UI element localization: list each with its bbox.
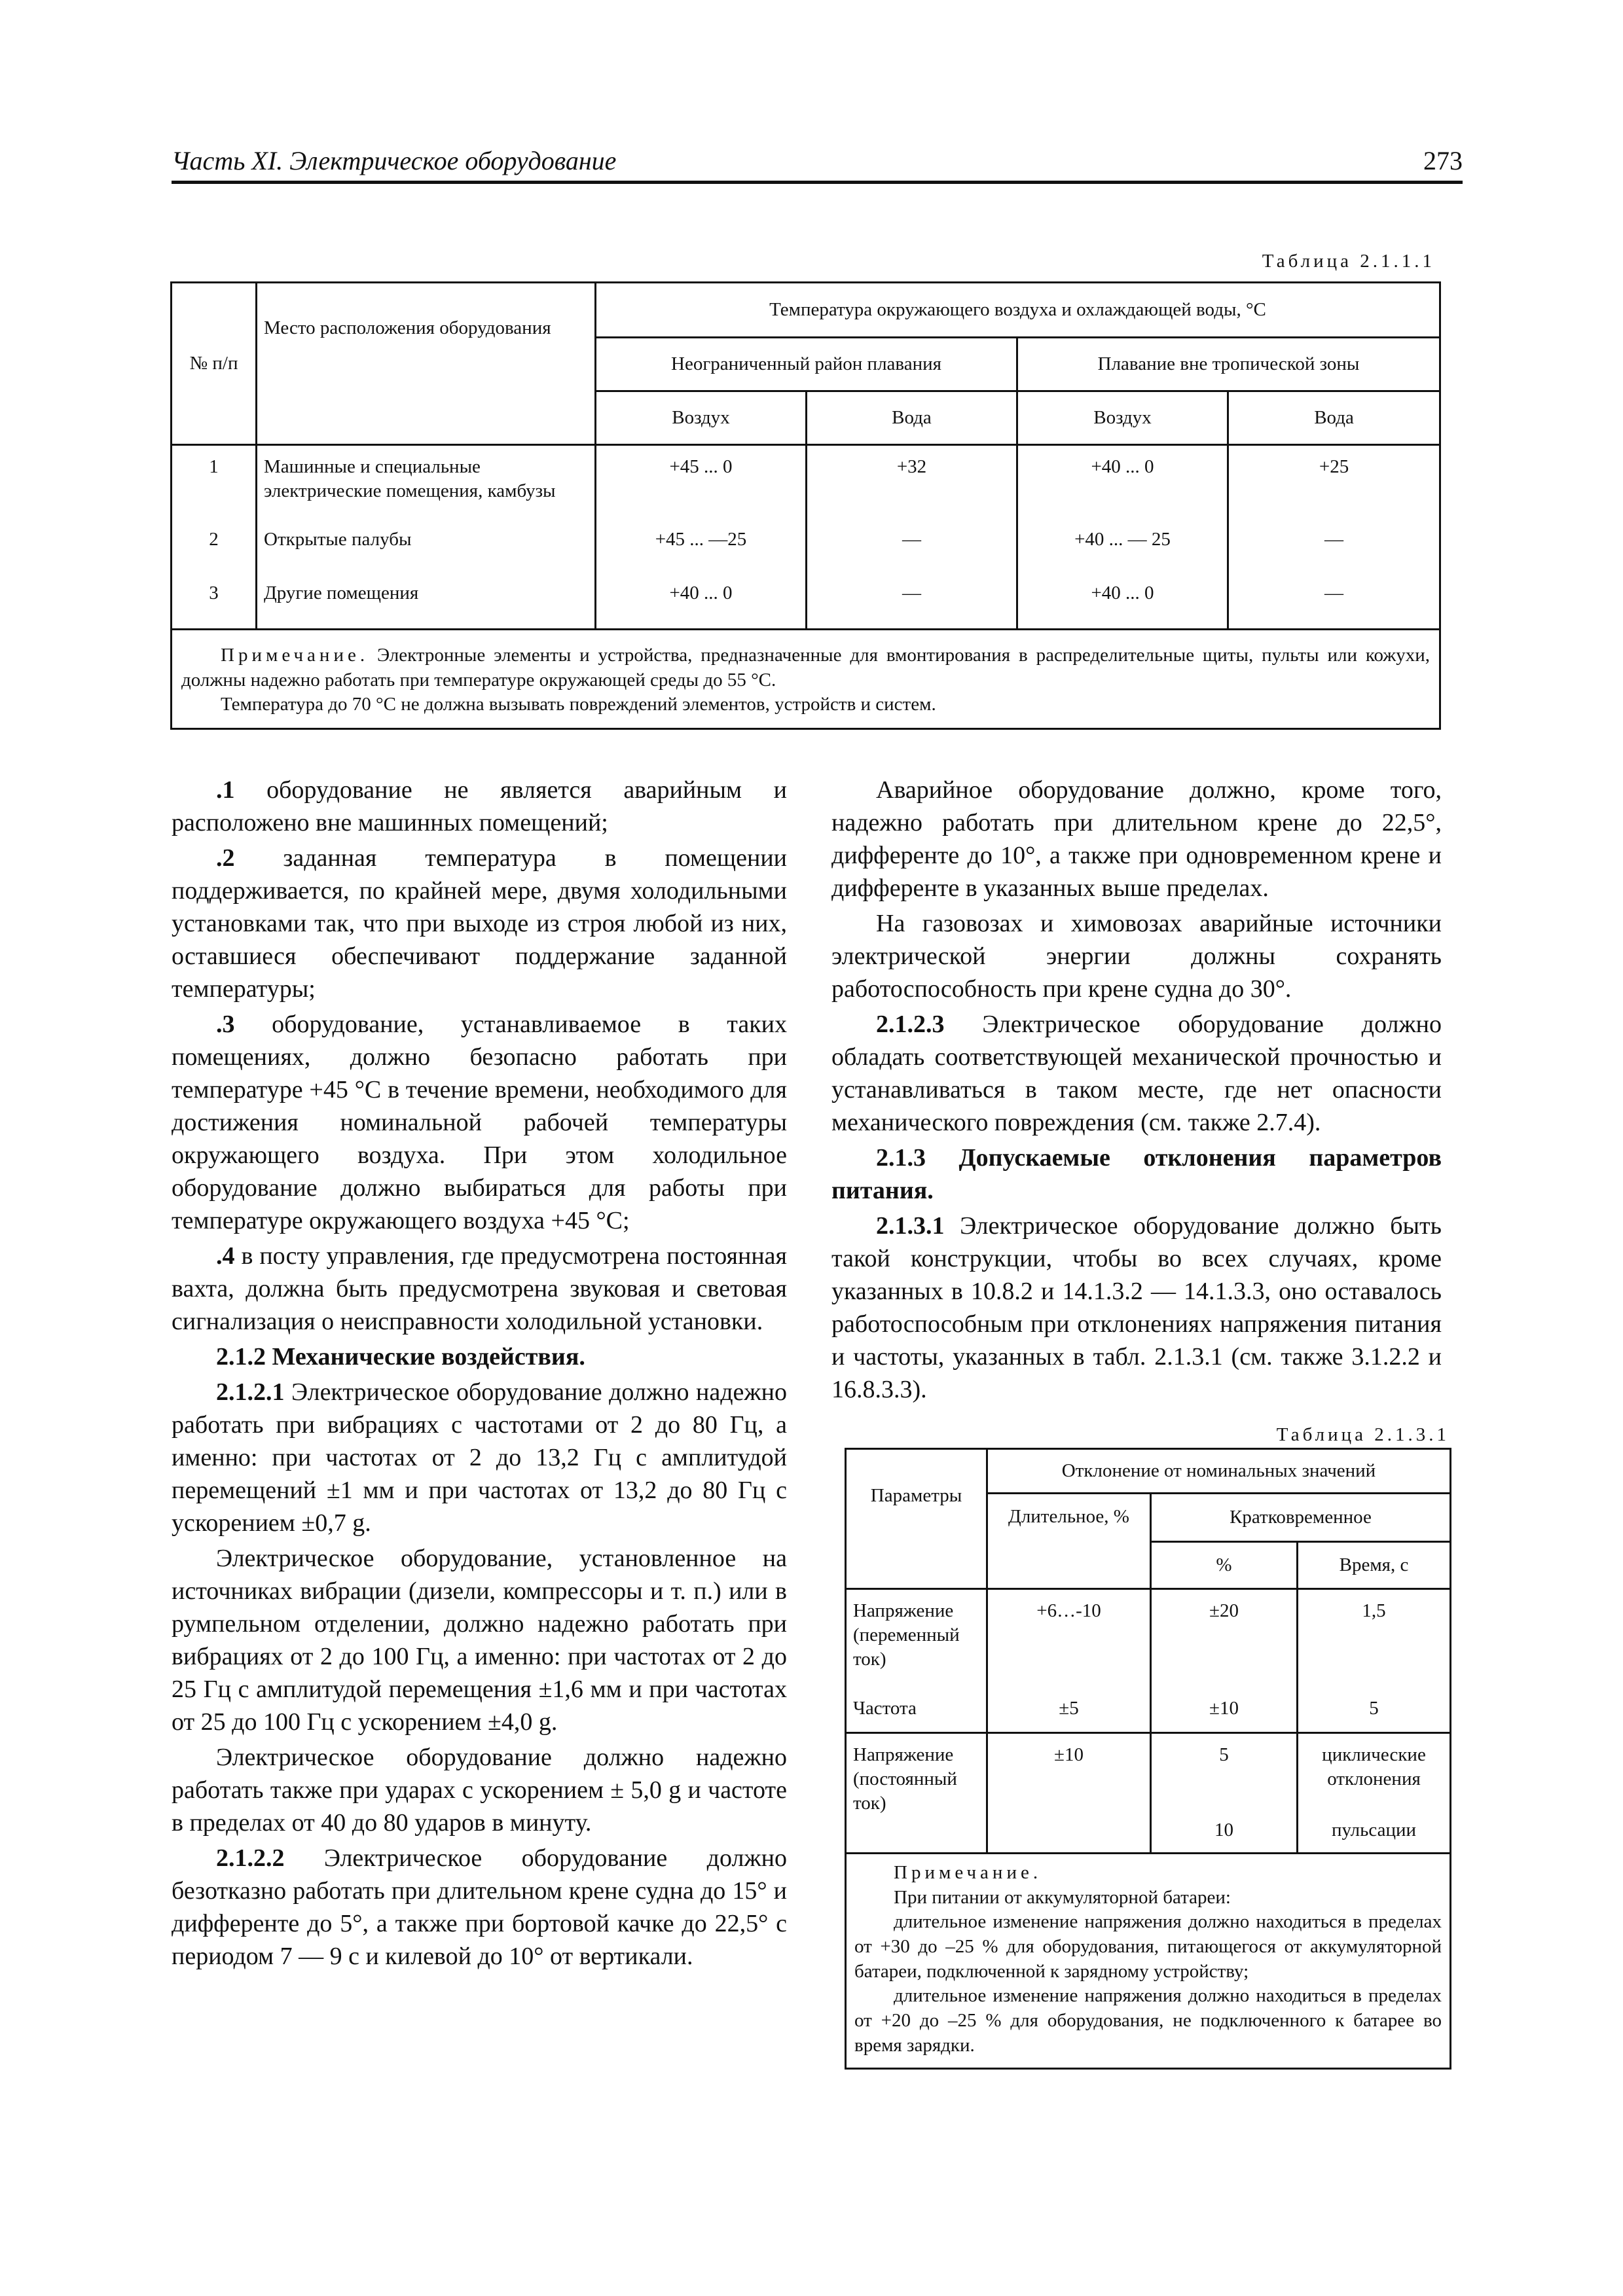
t2-dc-long: ±10 <box>987 1733 1151 1854</box>
page-number: 273 <box>1423 146 1463 175</box>
table-row <box>172 577 1440 630</box>
table2-caption: Таблица 2.1.3.1 <box>1276 1424 1450 1445</box>
running-header <box>172 145 1463 184</box>
heading-2-1-3: 2.1.3 Допускаемые отклонения параметров питания. <box>831 1144 1442 1204</box>
table-row <box>172 524 1440 577</box>
t1-note-2: Температура до 70 °С не должна вызывать повреждений элементов, устройств и систем. <box>221 694 936 715</box>
t2-dc-time2: пульсации <box>1298 1814 1451 1854</box>
t1-h-unlim: Неограниченный район плавания <box>596 338 1017 391</box>
t1-h-outside: Плавание вне тропической зоны <box>1017 338 1440 391</box>
t1-r2-w2: — <box>1228 524 1440 577</box>
t1-h-water-1: Вода <box>807 391 1017 445</box>
t1-r2-a2: +40 ... — 25 <box>1017 524 1228 577</box>
t1-h-temp: Температура окружающего воздуха и охлаждающей воды, °С <box>596 283 1440 338</box>
clause-2-1-2-3-text: Электрическое оборудование должно обладать соответствующей механической прочностью и устанавливаться в таком месте, где нет опасности механического повреждения (см. также 2.7.4). <box>831 1011 1442 1136</box>
emergency-paragraph: Аварийное оборудование должно, кроме того, надежно работать при длительном крене до 22,5°, дифференте до 10°, а также при одновременном крене и дифференте в указанных выше пределах. <box>831 776 1442 902</box>
t1-r1-a1: +45 ... 0 <box>596 445 807 524</box>
t2-h-short: Кратковременное <box>1151 1494 1451 1542</box>
t2-fr-pct: ±10 <box>1151 1693 1298 1733</box>
t2-h-params: Параметры <box>846 1449 987 1589</box>
t1-r2-w1: — <box>807 524 1017 577</box>
t1-r3-w1: — <box>807 577 1017 630</box>
table-row <box>846 1693 1451 1733</box>
item-1-num: .1 <box>216 776 235 804</box>
t2-fr-long: ±5 <box>987 1693 1151 1733</box>
clause-2-1-2-2-num: 2.1.2.2 <box>216 1844 285 1872</box>
t1-r3-place: Другие помещения <box>257 577 596 630</box>
clause-2-1-2-1-num: 2.1.2.1 <box>216 1378 285 1406</box>
item-3-text: оборудование, устанавливаемое в таких помещениях, должно безопасно работать при температуре +45 °С в течение времени, необходимого для достижения номинальной рабочей температуры окружающего воздуха. При этом холодильное оборудование должно выбираться для работы при температуре окружающего воздуха +45 °С; <box>172 1011 788 1234</box>
t2-ac-time: 1,5 <box>1298 1589 1451 1693</box>
t1-r3-num: 3 <box>172 577 257 630</box>
t1-r2-num: 2 <box>172 524 257 577</box>
t1-h-water-2: Вода <box>1228 391 1440 445</box>
clause-2-1-2-3-num: 2.1.2.3 <box>876 1011 945 1038</box>
t2-ac-pct: ±20 <box>1151 1589 1298 1693</box>
table-row <box>172 445 1440 524</box>
t2-note-3: длительное изменение напряжения должно находиться в пределах от +20 до –25 % для оборудования, не подключенного к батарее во время зарядки. <box>854 1985 1442 2056</box>
t2-note <box>846 1854 1451 2069</box>
t1-r2-place: Открытые палубы <box>257 524 596 577</box>
clause-2-1-3-1-text: Электрическое оборудование должно быть такой конструкции, чтобы во всех случаях, кроме указанных в 10.8.2 и 14.1.3.2 — 14.1.3.3, оно оставалось работоспособным при отклонениях напряжения питания и частоты, указанных в табл. 2.1.3.1 (см. также 3.1.2.2 и 16.8.3.3). <box>831 1212 1442 1403</box>
t2-ac-long: +6…-10 <box>987 1589 1151 1693</box>
table-row <box>846 1733 1451 1814</box>
t1-r3-a2: +40 ... 0 <box>1017 577 1228 630</box>
t2-dc-time1: циклические отклонения <box>1298 1733 1451 1814</box>
t1-h-air-2: Воздух <box>1017 391 1228 445</box>
t2-fr-time: 5 <box>1298 1693 1451 1733</box>
t1-r1-place: Машинные и специальные электрические помещения, камбузы <box>257 445 596 524</box>
t2-note-label: Примечание. <box>894 1862 1042 1883</box>
t1-h-num: № п/п <box>172 283 257 445</box>
t2-h-long: Длительное, % <box>987 1494 1151 1589</box>
part-title: Часть XI. Электрическое оборудование <box>172 146 617 175</box>
item-1-text: оборудование не является аварийным и расположено вне машинных помещений; <box>172 776 788 836</box>
t2-note-1: При питании от аккумуляторной батареи: <box>894 1886 1231 1908</box>
t2-h-dev: Отклонение от номинальных значений <box>987 1449 1451 1494</box>
clause-2-1-2-2-text: Электрическое оборудование должно безотказно работать при длительном крене судна до 15° и дифференте до 5°, а также при бортовой качке до 22,5° с периодом 7 — 9 с и килевой до 10° от вертикали. <box>172 1844 787 1970</box>
t1-note-label: Примечание. <box>221 645 369 666</box>
item-3-num: .3 <box>216 1011 235 1038</box>
gas-carriers-paragraph: На газовозах и химовозах аварийные источники электрической энергии должны сохранять работоспособность при крене судна до 30°. <box>831 910 1442 1003</box>
t1-h-air-1: Воздух <box>596 391 807 445</box>
t1-r1-a2: +40 ... 0 <box>1017 445 1228 524</box>
table1-caption: Таблица 2.1.1.1 <box>1262 251 1435 272</box>
left-column <box>172 774 787 1975</box>
item-2-text: заданная температура в помещении поддерживается, по крайней мере, двумя холодильными установками так, что при выходе из строя любой из них, оставшиеся обеспечивают поддержание заданной температуры; <box>172 844 787 1003</box>
t1-r3-a1: +40 ... 0 <box>596 577 807 630</box>
t1-r3-w2: — <box>1228 577 1440 630</box>
t1-r2-a1: +45 ... —25 <box>596 524 807 577</box>
clause-2-1-3-1-num: 2.1.3.1 <box>876 1212 945 1240</box>
t1-note <box>172 630 1440 729</box>
t2-dc-pct1: 5 <box>1151 1733 1298 1814</box>
t1-note-1: Электронные элементы и устройства, предназначенные для вмонтирования в распределительные щиты, пульты или кожухи, должны надежно работать при температуре окружающей среды до 55 °С. <box>181 645 1431 691</box>
t1-r1-w1: +32 <box>807 445 1017 524</box>
item-4-num: .4 <box>216 1242 235 1270</box>
shock-paragraph: Электрическое оборудование должно надежно работать также при ударах с ускорением ± 5,0 g и частоте в пределах от 40 до 80 ударов в минуту. <box>172 1744 787 1837</box>
clause-2-1-2-1-text: Электрическое оборудование должно надежно работать при вибрациях с частотами от 2 до 80 Гц, а именно: при частотах от 2 до 13,2 Гц с амплитудой перемещений ±1 мм и при частотах от 13,2 до 80 Гц с ускорением ±0,7 g. <box>172 1378 787 1537</box>
t2-h-time: Время, с <box>1298 1542 1451 1589</box>
t1-h-place: Место расположения оборудования <box>257 283 596 445</box>
t2-dc-pct2: 10 <box>1151 1814 1298 1854</box>
t2-dc-label: Напряжение (постоянный ток) <box>846 1733 987 1854</box>
t1-r1-num: 1 <box>172 445 257 524</box>
vibration-paragraph: Электрическое оборудование, установленное на источниках вибрации (дизели, компрессоры и т. п.) или в румпельном отделении, должно надежно работать при вибрациях от 2 до 100 Гц, а именно: при частотах от 2 до 25 Гц с амплитудой перемещения ±1,6 мм и при частотах от 25 до 100 Гц с ускорением ±4,0 g. <box>172 1545 787 1736</box>
item-4-text: в посту управления, где предусмотрена постоянная вахта, должна быть предусмотрена звуковая и световая сигнализация о неисправности холодильной установки. <box>172 1242 788 1335</box>
t2-h-pct: % <box>1151 1542 1298 1589</box>
item-2-num: .2 <box>216 844 235 872</box>
table-row <box>846 1589 1451 1693</box>
right-column <box>831 774 1442 1408</box>
t2-note-2: длительное изменение напряжения должно находиться в пределах от +30 до –25 % для оборудования, питающегося от аккумуляторной батареи, подключенной к зарядному устройству; <box>854 1911 1442 1982</box>
t2-ac-label: Напряжение (переменный ток) <box>846 1589 987 1693</box>
table1 <box>170 281 1441 730</box>
heading-2-1-2: 2.1.2 Механические воздействия. <box>216 1343 585 1371</box>
t1-r1-w2: +25 <box>1228 445 1440 524</box>
table2 <box>845 1448 1451 2070</box>
t2-fr-label: Частота <box>846 1693 987 1733</box>
